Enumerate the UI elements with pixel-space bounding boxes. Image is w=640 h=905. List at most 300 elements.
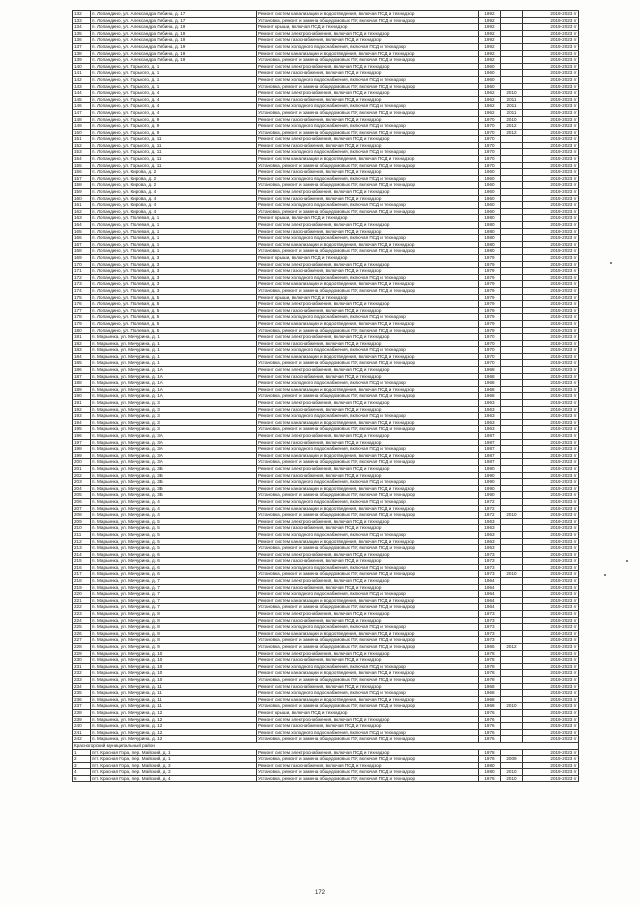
row-year-last-repair [501,314,523,321]
row-address: п. Лопандино, ул. Полевая, д. 3 [91,287,257,294]
row-year-built: 1992 [479,30,501,37]
row-year-built: 1960 [479,189,501,196]
row-address: п. Марьинка, ул. Мичурина, д. 3Б [91,472,257,479]
row-period: 2019-2023 гг [523,670,579,677]
row-year-built: 1970 [479,360,501,367]
table-row [73,189,579,196]
row-year-last-repair [501,624,523,631]
row-year-built: 1992 [479,17,501,24]
row-year-built: 1980 [479,215,501,222]
row-address: пгт. Красная Гора, пер. Майский, д. 3 [91,769,257,776]
row-number: 200 [73,459,91,466]
row-number: 4 [73,769,91,776]
row-year-built: 1963 [479,426,501,433]
row-period: 2019-2023 гг [523,37,579,44]
row-address: п. Марьинка, ул. Мичурина, д. 3Б [91,485,257,492]
table-row [73,518,579,525]
table-row [73,116,579,123]
table-row [73,24,579,31]
table-row [73,386,579,393]
row-period: 2019-2023 гг [523,90,579,97]
row-year-last-repair [501,472,523,479]
row-number: 230 [73,657,91,664]
row-work-type: Ремонт систем холодного водоснабжения, включая ПСД и технадзор [257,347,479,354]
row-address: п. Лопандино, ул. Александра Гибина, д. 19 [91,37,257,44]
table-row [73,545,579,552]
row-address: п. Лопандино, ул. Александра Гибина, д. 19 [91,24,257,31]
row-number: 163 [73,215,91,222]
row-year-built: 1973 [479,558,501,565]
row-number: 168 [73,248,91,255]
row-year-last-repair [501,611,523,618]
row-address: п. Лопандино, ул. Александра Гибина, д. 17 [91,11,257,18]
row-year-last-repair: 2010 [501,703,523,710]
row-period: 2019-2023 гг [523,498,579,505]
row-number: 201 [73,465,91,472]
table-row [73,314,579,321]
row-number: 169 [73,254,91,261]
row-period: 2019-2023 гг [523,446,579,453]
row-address: п. Лопандино, ул. Горького, д. 4 [91,103,257,110]
row-work-type: Установка, ремонт и замена общедомовых ПУ, включая ПСД и технадзор [257,676,479,683]
table-row [73,268,579,275]
row-year-last-repair [501,57,523,64]
table-row [73,604,579,611]
row-period: 2019-2023 гг [523,736,579,743]
row-address: п. Марьинка, ул. Мичурина, д. 10 [91,676,257,683]
register-table [72,10,579,782]
row-work-type: Ремонт систем канализации и водоотведения, включая ПСД и технадзор [257,50,479,57]
row-year-built: 1970 [479,142,501,149]
table-row [73,156,579,163]
row-period: 2019-2023 гг [523,683,579,690]
row-year-last-repair [501,538,523,545]
row-year-last-repair [501,716,523,723]
row-work-type: Ремонт систем электроснабжения, включая ПСД и технадзор [257,261,479,268]
row-year-last-repair [501,465,523,472]
row-address: п. Марьинка, ул. Мичурина, д. 5 [91,525,257,532]
row-period: 2019-2023 гг [523,274,579,281]
row-work-type: Ремонт систем газоснабжения, включая ПСД и технадзор [257,617,479,624]
row-year-built: 1973 [479,617,501,624]
row-number: 183 [73,347,91,354]
row-year-built: 1992 [479,43,501,50]
table-row [73,465,579,472]
row-address: п. Лопандино, ул. Полевая, д. 5 [91,301,257,308]
row-number: 3 [73,762,91,769]
row-address: п. Лопандино, ул. Александра Гибина, д. 19 [91,50,257,57]
row-address: п. Марьинка, ул. Мичурина, д. 3А [91,459,257,466]
row-address: п. Марьинка, ул. Мичурина, д. 1 [91,334,257,341]
row-year-built: 1980 [479,248,501,255]
row-year-last-repair [501,156,523,163]
row-period: 2019-2023 гг [523,459,579,466]
row-work-type: Установка, ремонт и замена общедомовых ПУ, включая ПСД и технадзор [257,571,479,578]
row-year-built: 1992 [479,50,501,57]
row-work-type: Ремонт систем холодного водоснабжения, включая ПСД и технадзор [257,663,479,670]
row-year-last-repair: 2010 [501,571,523,578]
row-number: 215 [73,558,91,565]
row-number: 190 [73,393,91,400]
row-period: 2019-2023 гг [523,142,579,149]
table-row [73,584,579,591]
row-period: 2019-2023 гг [523,175,579,182]
row-period: 2019-2023 гг [523,518,579,525]
row-number: 233 [73,676,91,683]
table-row [73,716,579,723]
row-number: 159 [73,189,91,196]
row-period: 2019-2023 гг [523,215,579,222]
row-year-last-repair [501,386,523,393]
row-year-built: 1968 [479,703,501,710]
row-period: 2019-2023 гг [523,261,579,268]
row-address: п. Марьинка, ул. Мичурина, д. 6 [91,564,257,571]
row-year-built: 1962 [479,90,501,97]
row-work-type: Установка, ремонт и замена общедомовых ПУ, включая ПСД и технадзор [257,492,479,499]
row-year-built: 1960 [479,70,501,77]
row-work-type: Ремонт систем газоснабжения, включая ПСД и технадзор [257,37,479,44]
table-row [73,340,579,347]
row-work-type: Ремонт систем электроснабжения, включая ПСД и технадзор [257,749,479,756]
row-address: п. Марьинка, ул. Мичурина, д. 12 [91,716,257,723]
row-year-built: 1963 [479,545,501,552]
table-row [73,129,579,136]
row-period: 2019-2023 гг [523,545,579,552]
table-row [73,287,579,294]
row-year-last-repair [501,215,523,222]
row-number: 145 [73,96,91,103]
row-address: п. Марьинка, ул. Мичурина, д. 1А [91,386,257,393]
row-number: 184 [73,353,91,360]
row-address: п. Лопандино, ул. Полевая, д. 5 [91,307,257,314]
row-year-built: 1987 [479,433,501,440]
row-address: п. Лопандино, ул. Полевая, д. 5 [91,294,257,301]
row-year-last-repair [501,650,523,657]
row-number: 223 [73,611,91,618]
row-address: п. Лопандино, ул. Горького, д. 4 [91,90,257,97]
table-row [73,70,579,77]
row-address: п. Марьинка, ул. Мичурина, д. 3А [91,452,257,459]
row-year-last-repair [501,459,523,466]
row-year-built: 1979 [479,268,501,275]
row-period: 2019-2023 гг [523,103,579,110]
table-row [73,30,579,37]
row-number: 148 [73,116,91,123]
row-period: 2019-2023 гг [523,334,579,341]
table-row [73,630,579,637]
row-address: п. Марьинка, ул. Мичурина, д. 8 [91,637,257,644]
row-year-last-repair [501,696,523,703]
row-period: 2019-2023 гг [523,571,579,578]
row-period: 2019-2023 гг [523,531,579,538]
row-year-built: 1970 [479,353,501,360]
row-period: 2019-2023 гг [523,597,579,604]
row-period: 2019-2023 гг [523,43,579,50]
row-period: 2019-2023 гг [523,696,579,703]
row-period: 2019-2023 гг [523,281,579,288]
row-year-last-repair [501,327,523,334]
row-period: 2019-2023 гг [523,564,579,571]
row-number: 181 [73,334,91,341]
row-address: п. Марьинка, ул. Мичурина, д. 5 [91,545,257,552]
row-address: п. Марьинка, ул. Мичурина, д. 7 [91,597,257,604]
table-row [73,439,579,446]
section-heading: Красногорский муниципальный район [73,742,579,749]
row-year-built: 1970 [479,347,501,354]
row-year-last-repair [501,353,523,360]
row-number: 166 [73,235,91,242]
row-year-last-repair [501,597,523,604]
row-year-last-repair [501,736,523,743]
row-period: 2019-2023 гг [523,749,579,756]
row-year-last-repair [501,274,523,281]
row-period: 2019-2023 гг [523,709,579,716]
row-work-type: Ремонт систем канализации и водоотведения, включая ПСД и технадзор [257,241,479,248]
row-period: 2019-2023 гг [523,76,579,83]
row-work-type: Ремонт систем канализации и водоотведения, включая ПСД и технадзор [257,386,479,393]
row-work-type: Ремонт систем газоснабжения, включая ПСД и технадзор [257,439,479,446]
row-period: 2019-2023 гг [523,512,579,519]
row-address: п. Марьинка, ул. Мичурина, д. 3Б [91,479,257,486]
row-number: 137 [73,43,91,50]
row-number: 193 [73,413,91,420]
table-row [73,611,579,618]
row-work-type: Ремонт крыши, включая ПСД и технадзор [257,254,479,261]
table-row [73,57,579,64]
row-year-last-repair [501,406,523,413]
row-address: п. Марьинка, ул. Мичурина, д. 1А [91,393,257,400]
row-work-type: Установка, ремонт и замена общедомовых ПУ, включая ПСД и технадзор [257,287,479,294]
row-address: п. Лопандино, ул. Горького, д. 11 [91,156,257,163]
row-number: 240 [73,723,91,730]
page-number: 172 [314,890,325,896]
row-year-last-repair [501,136,523,143]
table-row [73,175,579,182]
table-row [73,597,579,604]
row-year-built: 1973 [479,551,501,558]
table-row [73,433,579,440]
row-work-type: Ремонт систем электроснабжения, включая ПСД и технадзор [257,136,479,143]
row-address: п. Лопандино, ул. Полевая, д. 5 [91,327,257,334]
row-year-last-repair [501,439,523,446]
table-row [73,235,579,242]
table-row [73,307,579,314]
row-year-last-repair [501,334,523,341]
row-period: 2019-2023 гг [523,294,579,301]
row-period: 2019-2023 гг [523,169,579,176]
row-year-built: 1960 [479,169,501,176]
row-year-built: 1980 [479,769,501,776]
row-number: 228 [73,644,91,651]
row-year-built: 1992 [479,37,501,44]
row-number: 238 [73,709,91,716]
row-number: 202 [73,472,91,479]
row-year-last-repair: 2010 [501,116,523,123]
row-year-built: 1963 [479,518,501,525]
row-year-built: 1970 [479,129,501,136]
table-row [73,347,579,354]
table-row [73,551,579,558]
row-work-type: Ремонт систем холодного водоснабжения, включая ПСД и технадзор [257,531,479,538]
row-number: 143 [73,83,91,90]
row-period: 2019-2023 гг [523,465,579,472]
row-period: 2019-2023 гг [523,109,579,116]
row-number: 170 [73,261,91,268]
row-number: 189 [73,386,91,393]
row-period: 2019-2023 гг [523,57,579,64]
row-year-built: 1968 [479,393,501,400]
row-year-last-repair [501,564,523,571]
row-year-built: 1976 [479,709,501,716]
row-work-type: Ремонт систем газоснабжения, включая ПСД и технадзор [257,584,479,591]
row-work-type: Ремонт систем газоснабжения, включая ПСД и технадзор [257,683,479,690]
row-address: п. Марьинка, ул. Мичурина, д. 8 [91,611,257,618]
row-number: 147 [73,109,91,116]
row-number: 206 [73,498,91,505]
row-work-type: Ремонт систем холодного водоснабжения, включая ПСД и технадзор [257,690,479,697]
row-number: 212 [73,538,91,545]
row-work-type: Ремонт систем газоснабжения, включая ПСД и технадзор [257,307,479,314]
row-period: 2019-2023 гг [523,630,579,637]
row-address: п. Лопандино, ул. Горького, д. 1 [91,63,257,70]
row-period: 2019-2023 гг [523,17,579,24]
row-year-last-repair: 2011 [501,109,523,116]
row-year-built: 1968 [479,683,501,690]
table-row [73,644,579,651]
row-address: п. Марьинка, ул. Мичурина, д. 1 [91,353,257,360]
row-period: 2019-2023 гг [523,340,579,347]
row-year-last-repair [501,195,523,202]
row-period: 2019-2023 гг [523,11,579,18]
row-period: 2019-2023 гг [523,156,579,163]
row-work-type: Установка, ремонт и замена общедомовых ПУ, включая ПСД и технадзор [257,736,479,743]
row-year-last-repair [501,485,523,492]
table-row [73,63,579,70]
row-year-built: 1976 [479,729,501,736]
row-work-type: Установка, ремонт и замена общедомовых ПУ, включая ПСД и технадзор [257,703,479,710]
table-row [73,367,579,374]
row-address: п. Лопандино, ул. Горького, д. 11 [91,149,257,156]
row-address: п. Марьинка, ул. Мичурина, д. 3 [91,406,257,413]
row-period: 2019-2023 гг [523,650,579,657]
row-address: п. Марьинка, ул. Мичурина, д. 3А [91,446,257,453]
row-work-type: Ремонт систем канализации и водоотведения, включая ПСД и технадзор [257,505,479,512]
row-period: 2019-2023 гг [523,769,579,776]
row-address: п. Лопандино, ул. Кирова, д. 2 [91,175,257,182]
row-number: 191 [73,400,91,407]
row-year-last-repair [501,525,523,532]
row-address: п. Лопандино, ул. Горького, д. 11 [91,162,257,169]
row-period: 2019-2023 гг [523,129,579,136]
row-period: 2019-2023 гг [523,320,579,327]
row-number: 216 [73,564,91,571]
row-address: п. Лопандино, ул. Горького, д. 1 [91,83,257,90]
row-work-type: Установка, ремонт и замена общедомовых ПУ, включая ПСД и технадзор [257,162,479,169]
row-address: п. Марьинка, ул. Мичурина, д. 3 [91,413,257,420]
row-year-last-repair [501,604,523,611]
row-period: 2019-2023 гг [523,611,579,618]
row-year-built: 1963 [479,525,501,532]
row-period: 2019-2023 гг [523,373,579,380]
row-address: п. Марьинка, ул. Мичурина, д. 10 [91,657,257,664]
row-work-type: Ремонт систем газоснабжения, включая ПСД и технадзор [257,142,479,149]
row-number: 182 [73,340,91,347]
row-address: п. Лопандино, ул. Кирова, д. 4 [91,202,257,209]
row-year-last-repair: 2012 [501,123,523,130]
row-address: п. Марьинка, ул. Мичурина, д. 12 [91,736,257,743]
table-row [73,525,579,532]
row-work-type: Ремонт систем канализации и водоотведения, включая ПСД и технадзор [257,156,479,163]
row-number: 227 [73,637,91,644]
row-address: п. Лопандино, ул. Полевая, д. 1 [91,235,257,242]
row-year-built: 1964 [479,604,501,611]
row-year-last-repair [501,162,523,169]
row-year-last-repair [501,287,523,294]
row-work-type: Установка, ремонт и замена общедомовых ПУ, включая ПСД и технадзор [257,208,479,215]
row-year-built: 1973 [479,611,501,618]
row-number: 160 [73,195,91,202]
row-address: п. Лопандино, ул. Полевая, д. 1 [91,215,257,222]
row-year-last-repair [501,426,523,433]
row-number: 208 [73,512,91,519]
row-year-last-repair [501,676,523,683]
row-work-type: Установка, ремонт и замена общедомовых ПУ, включая ПСД и технадзор [257,129,479,136]
table-row [73,492,579,499]
row-year-last-repair [501,617,523,624]
row-period: 2019-2023 гг [523,505,579,512]
row-number: 234 [73,683,91,690]
row-year-last-repair [501,373,523,380]
row-year-last-repair [501,43,523,50]
row-number: 192 [73,406,91,413]
row-work-type: Ремонт систем электроснабжения, включая ПСД и технадзор [257,63,479,70]
table-row [73,505,579,512]
table-row [73,274,579,281]
row-year-built: 1990 [479,479,501,486]
scan-speck [604,574,606,576]
table-row [73,485,579,492]
row-address: пгт. Красная Гора, пер. Майский, д. 1 [91,756,257,763]
table-row [73,762,579,769]
table-row [73,360,579,367]
row-year-last-repair [501,637,523,644]
row-work-type: Ремонт систем холодного водоснабжения, включая ПСД и технадзор [257,380,479,387]
row-year-last-repair [501,142,523,149]
row-number: 188 [73,380,91,387]
row-number: 152 [73,142,91,149]
row-year-last-repair [501,380,523,387]
row-year-last-repair [501,340,523,347]
row-address: п. Лопандино, ул. Горького, д. 4 [91,96,257,103]
row-year-built: 1992 [479,11,501,18]
row-period: 2019-2023 гг [523,584,579,591]
row-period: 2019-2023 гг [523,426,579,433]
table-row [73,320,579,327]
row-year-built: 1978 [479,775,501,782]
row-work-type: Ремонт систем холодного водоснабжения, включая ПСД и технадзор [257,43,479,50]
row-number: 5 [73,775,91,782]
row-work-type: Ремонт систем газоснабжения, включая ПСД и технадзор [257,70,479,77]
row-number: 222 [73,604,91,611]
row-work-type: Ремонт систем газоснабжения, включая ПСД и технадзор [257,373,479,380]
row-work-type: Ремонт систем канализации и водоотведения, включая ПСД и технадзор [257,538,479,545]
row-address: п. Лопандино, ул. Горького, д. 9 [91,123,257,130]
row-work-type: Ремонт крыши, включая ПСД и технадзор [257,24,479,31]
row-year-last-repair [501,63,523,70]
row-year-last-repair [501,37,523,44]
row-number: 157 [73,175,91,182]
row-number: 186 [73,367,91,374]
